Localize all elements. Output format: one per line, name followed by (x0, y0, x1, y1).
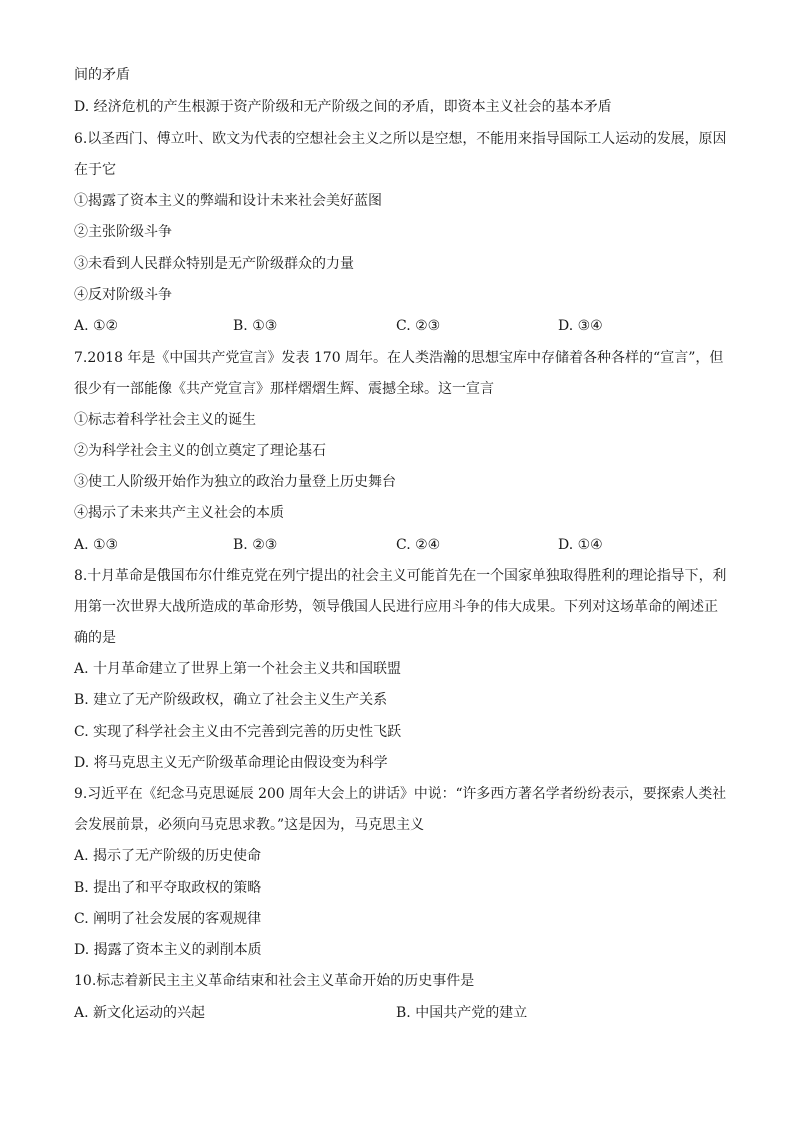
q10-option-a: A. 新文化运动的兴起 (74, 1005, 206, 1021)
q9-option-b: B. 提出了和平夺取政权的策略 (74, 880, 262, 896)
q10-option-b: B. 中国共产党的建立 (396, 1005, 528, 1021)
q7-option-d: D. ①④ (558, 537, 603, 553)
q7-stem-line-1: 7.2018 年是《中国共产党宣言》发表 170 周年。在人类浩瀚的思想宝库中存储着各种各样的“宣言”，但 (74, 350, 724, 366)
continued-line: 间的矛盾 (74, 67, 130, 83)
q8-stem-line-2: 用第一次世界大战所造成的革命形势，领导俄国人民进行应用斗争的伟大成果。下列对这场革命的阐述正 (74, 599, 718, 615)
q7-option-c: C. ②④ (396, 537, 441, 553)
q6-item-2: ②主张阶级斗争 (74, 224, 172, 240)
q6-option-d: D. ③④ (558, 318, 603, 334)
q8-option-a: A. 十月革命建立了世界上第一个社会主义共和国联盟 (74, 661, 402, 677)
q7-item-2: ②为科学社会主义的创立奠定了理论基石 (74, 443, 326, 459)
q5-option-d: D. 经济危机的产生根源于资产阶级和无产阶级之间的矛盾，即资本主义社会的基本矛盾 (74, 99, 612, 115)
q9-option-a: A. 揭示了无产阶级的历史使命 (74, 848, 262, 864)
q6-item-4: ④反对阶级斗争 (74, 287, 172, 303)
q8-option-d: D. 将马克思主义无产阶级革命理论由假设变为科学 (74, 755, 388, 771)
q8-stem-line-1: 8.十月革命是俄国布尔什维克党在列宁提出的社会主义可能首先在一个国家单独取得胜利的理论指导下，利 (74, 568, 727, 584)
q6-stem-line-2: 在于它 (74, 162, 116, 178)
q7-stem-line-2: 很少有一部能像《共产党宣言》那样熠熠生辉、震撼全球。这一宣言 (74, 381, 494, 397)
q10-stem: 10.标志着新民主主义革命结束和社会主义革命开始的历史事件是 (74, 973, 475, 989)
q7-option-b: B. ②③ (233, 537, 278, 553)
q6-option-a: A. ①② (74, 318, 119, 334)
q9-option-d: D. 揭露了资本主义的剥削本质 (74, 942, 262, 958)
q6-option-b: B. ①③ (233, 318, 278, 334)
q7-item-3: ③使工人阶级开始作为独立的政治力量登上历史舞台 (74, 474, 396, 490)
q7-option-a: A. ①③ (74, 537, 119, 553)
q7-item-1: ①标志着科学社会主义的诞生 (74, 412, 256, 428)
q7-item-4: ④揭示了未来共产主义社会的本质 (74, 505, 284, 521)
q9-option-c: C. 阐明了社会发展的客观规律 (74, 911, 262, 927)
q6-option-c: C. ②③ (396, 318, 441, 334)
q8-stem-line-3: 确的是 (74, 630, 116, 646)
q8-option-b: B. 建立了无产阶级政权，确立了社会主义生产关系 (74, 692, 388, 708)
q8-option-c: C. 实现了科学社会主义由不完善到完善的历史性飞跃 (74, 724, 402, 740)
q9-stem-line-2: 会发展前景，必须向马克思求教。”这是因为，马克思主义 (74, 817, 425, 833)
q6-item-1: ①揭露了资本主义的弊端和设计未来社会美好蓝图 (74, 193, 382, 209)
q6-item-3: ③未看到人民群众特别是无产阶级群众的力量 (74, 256, 354, 272)
q6-stem-line-1: 6.以圣西门、傅立叶、欧文为代表的空想社会主义之所以是空想，不能用来指导国际工人运动的发展，原因 (74, 131, 727, 147)
q9-stem-line-1: 9.习近平在《纪念马克思诞辰 200 周年大会上的讲话》中说：“许多西方著名学者纷纷表示，要探索人类社 (74, 786, 727, 802)
